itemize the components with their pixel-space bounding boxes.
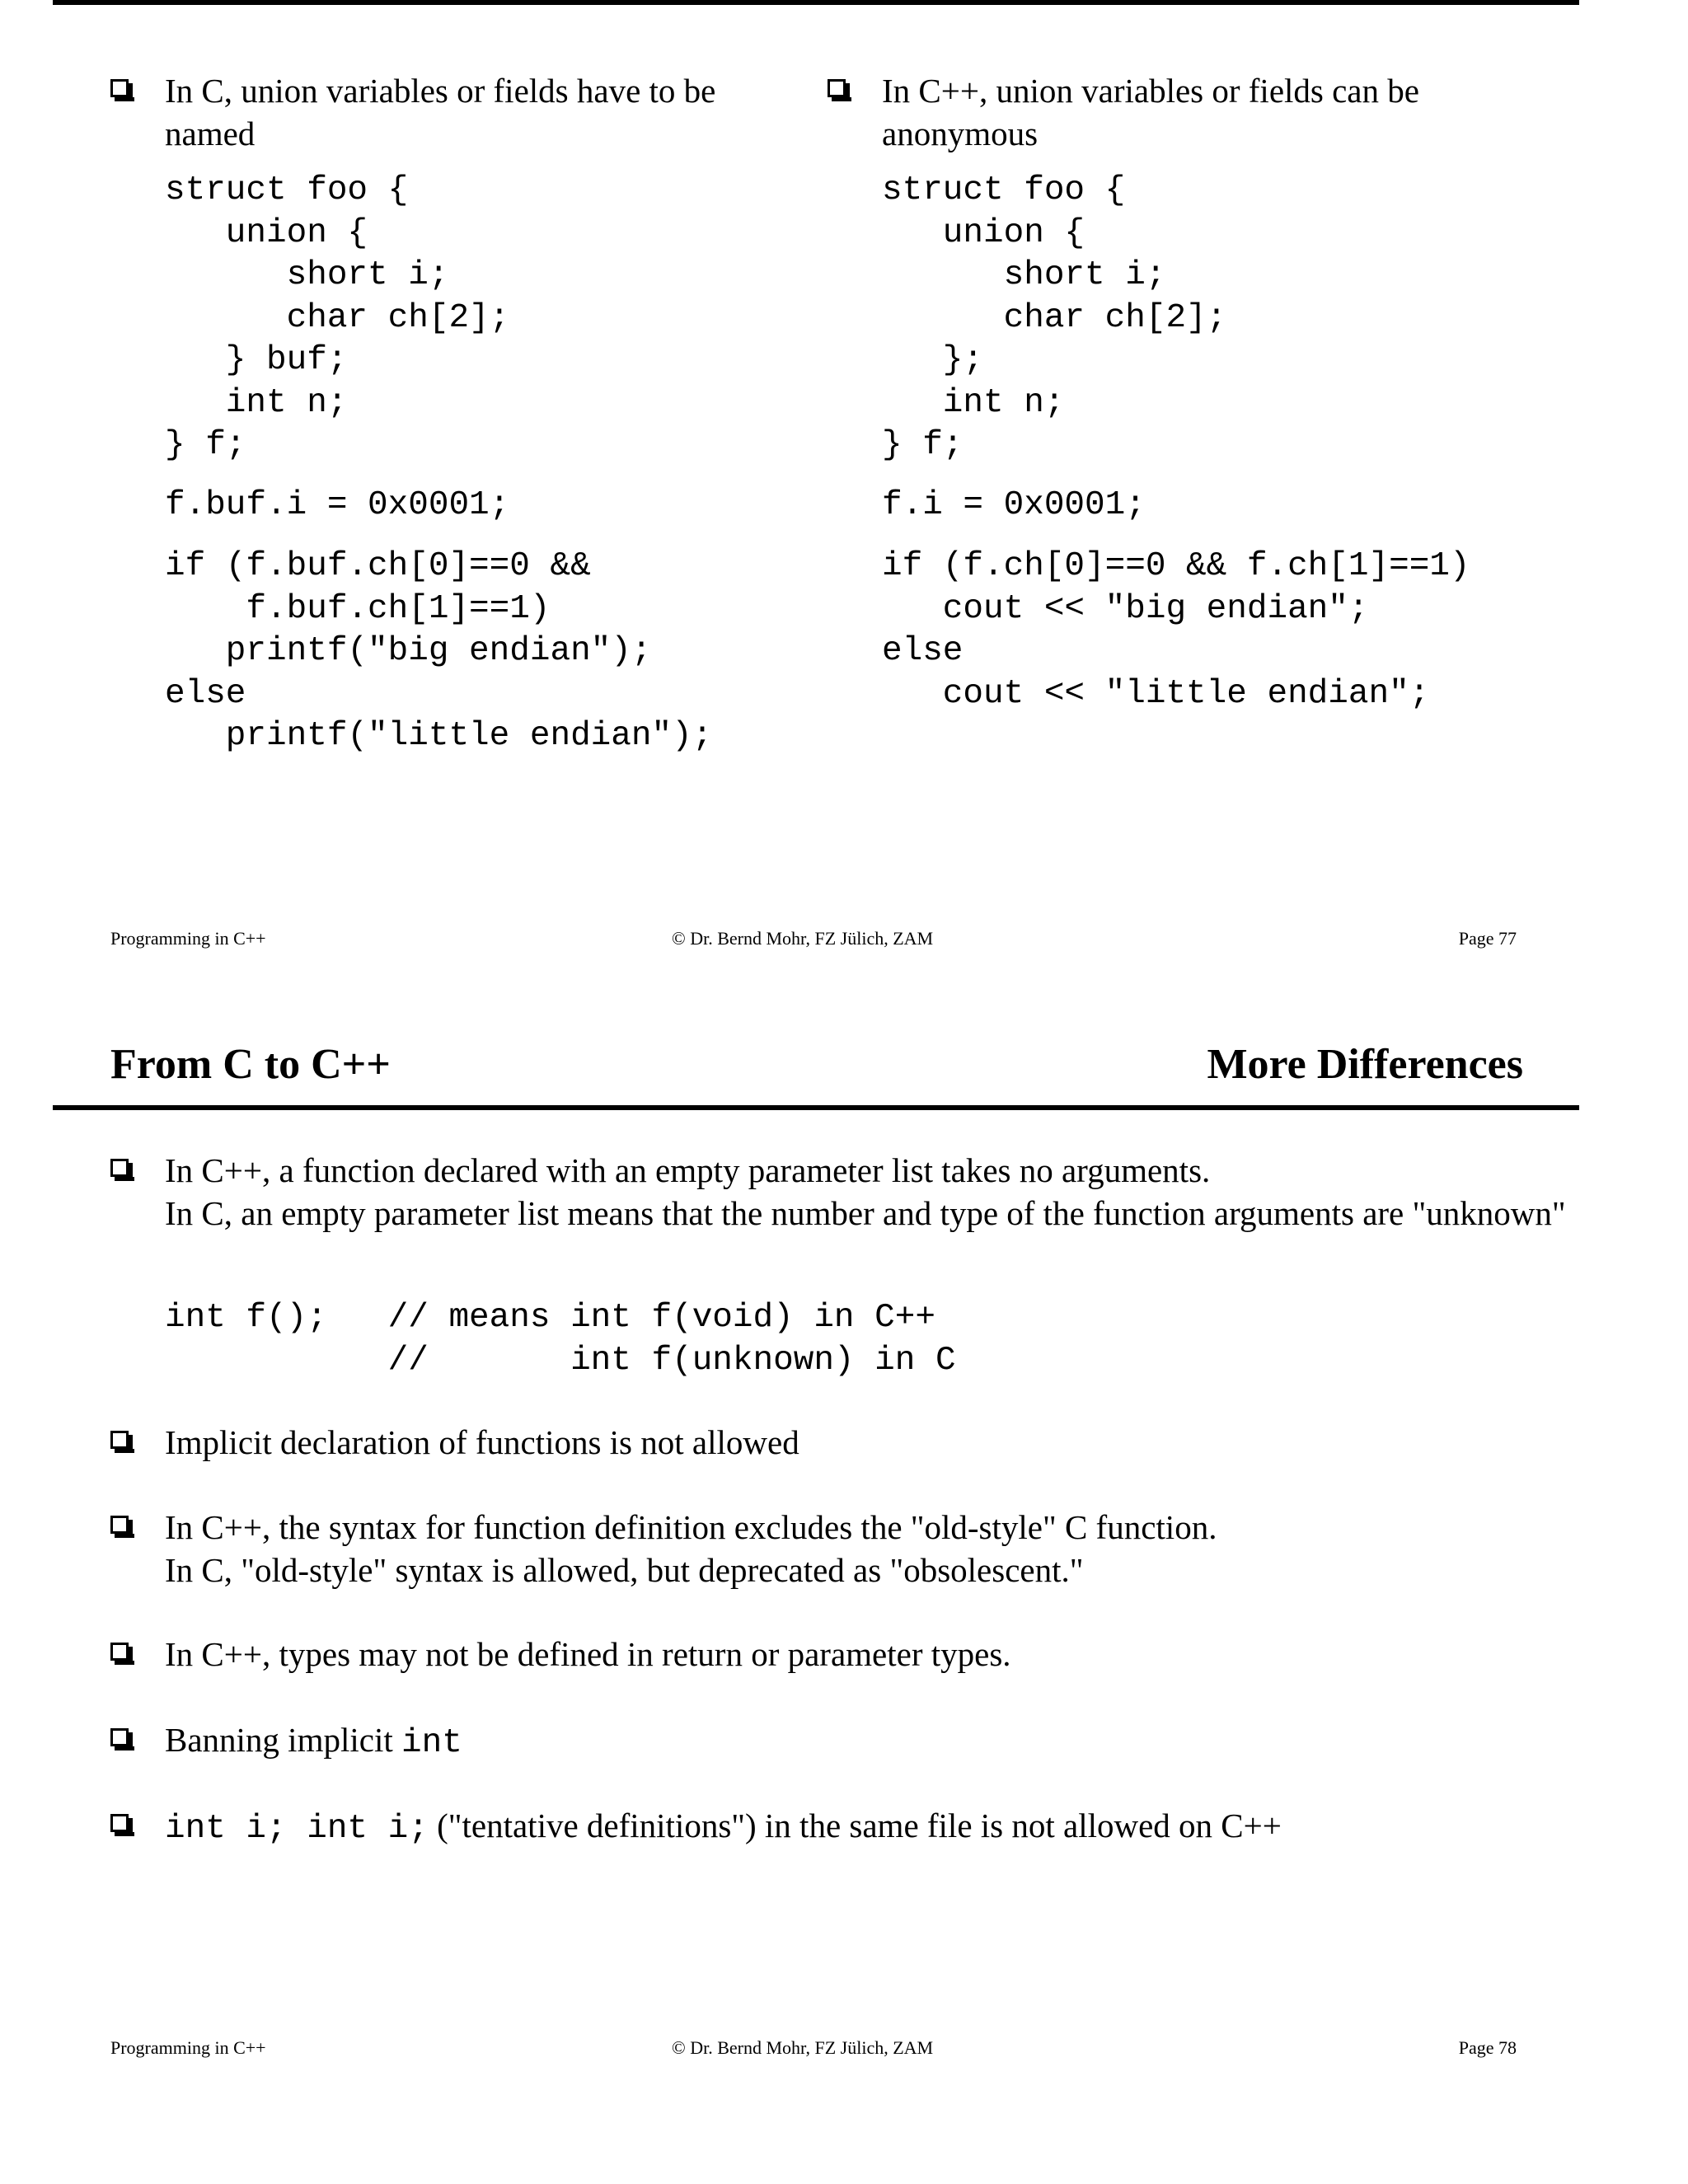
bullet-types-return bbox=[110, 1633, 1578, 1675]
footer-center: © Dr. Bernd Mohr, FZ Jülich, ZAM bbox=[672, 2037, 934, 2058]
code-int-f: int f(); // means int f(void) in C++ // int f(unknown) in C bbox=[165, 1299, 956, 1380]
checkbox-bullet-icon bbox=[110, 1431, 129, 1449]
checkbox-bullet-icon bbox=[110, 1159, 129, 1177]
page-subtitle: More Differences bbox=[1207, 1041, 1523, 1088]
bullet-text: ("tentative definitions") in the same file is not allowed on C++ bbox=[428, 1807, 1282, 1844]
code-c-struct: struct foo { union { short i; char ch[2]; } buf; int n; } f; bbox=[165, 171, 510, 464]
top-rule bbox=[53, 0, 1579, 5]
bullet-text: In C, union variables or fields have to be named bbox=[165, 72, 724, 152]
bullet-empty-params bbox=[110, 1149, 1578, 1235]
checkbox-bullet-icon bbox=[110, 1643, 129, 1661]
bullet-text: Implicit declaration of functions is not allowed bbox=[165, 1423, 799, 1461]
code-c-if: if (f.buf.ch[0]==0 && f.buf.ch[1]==1) printf("big endian"); else printf("little endian"); bbox=[165, 547, 713, 755]
footer-right: Page 78 bbox=[1458, 2037, 1517, 2058]
checkbox-bullet-icon bbox=[110, 1728, 129, 1746]
bullet-tentative-definitions bbox=[110, 1804, 1578, 1850]
code-cpp-struct: struct foo { union { short i; char ch[2]; }; int n; } f; bbox=[882, 171, 1227, 464]
title-rule bbox=[53, 1105, 1579, 1110]
code-cpp-if: if (f.ch[0]==0 && f.ch[1]==1) cout << "big endian"; else cout << "little endian"; bbox=[882, 547, 1470, 713]
bullet-cpp-union bbox=[828, 69, 1487, 155]
code-cpp-assign: f.i = 0x0001; bbox=[882, 486, 1146, 524]
checkbox-bullet-icon bbox=[110, 1814, 129, 1832]
footer-left: Programming in C++ bbox=[110, 928, 266, 949]
bullet-implicit-int bbox=[110, 1718, 1578, 1765]
inline-code: int bbox=[401, 1724, 462, 1762]
bullet-text: In C++, a function declared with an empty parameter list takes no arguments. In C, an empty parameter list means that the number and type of the function arguments are "unknown" bbox=[165, 1151, 1566, 1232]
inline-code: int i; int i; bbox=[165, 1810, 429, 1848]
bullet-implicit-declaration bbox=[110, 1421, 1578, 1464]
bullet-c-union bbox=[110, 69, 770, 155]
bullet-text: In C++, types may not be defined in return or parameter types. bbox=[165, 1635, 1011, 1673]
checkbox-bullet-icon bbox=[828, 79, 846, 97]
footer-left: Programming in C++ bbox=[110, 2037, 266, 2058]
bullet-text: In C++, union variables or fields can be anonymous bbox=[882, 72, 1428, 152]
bullet-old-style bbox=[110, 1506, 1578, 1591]
checkbox-bullet-icon bbox=[110, 79, 129, 97]
footer-right: Page 77 bbox=[1458, 928, 1517, 949]
bullet-text: Banning implicit bbox=[165, 1721, 401, 1759]
page-title: From C to C++ bbox=[110, 1041, 391, 1088]
checkbox-bullet-icon bbox=[110, 1516, 129, 1534]
code-c-assign: f.buf.i = 0x0001; bbox=[165, 486, 510, 524]
footer-center: © Dr. Bernd Mohr, FZ Jülich, ZAM bbox=[672, 928, 934, 949]
bullet-text: In C++, the syntax for function definition excludes the "old-style" C function. In C, "old-style" syntax is allowed, but deprecated as "obsolescent." bbox=[165, 1508, 1217, 1589]
